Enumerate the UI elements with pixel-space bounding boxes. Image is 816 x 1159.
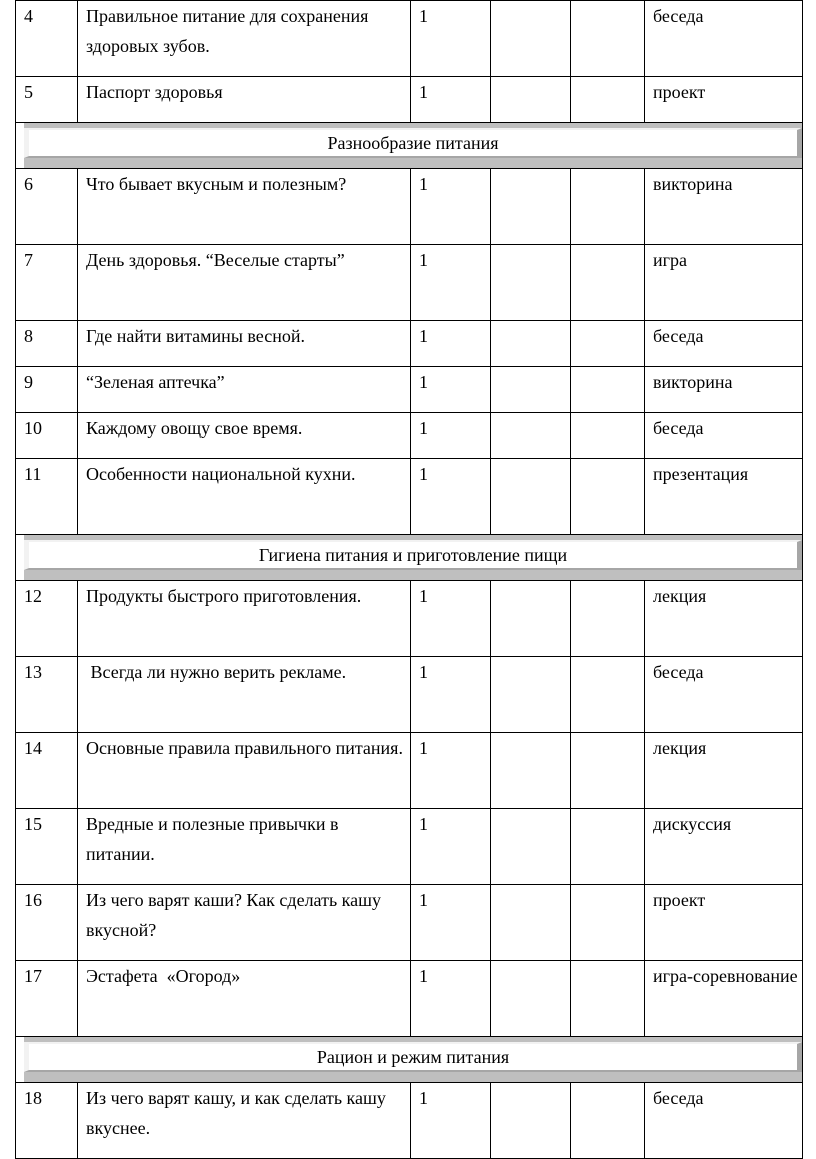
lesson-topic-cell <box>78 245 411 321</box>
lesson-number-text: 6 <box>24 174 33 194</box>
section-header-row <box>16 123 803 169</box>
lesson-form-cell <box>645 459 803 535</box>
lesson-form-text: проект <box>653 82 706 102</box>
lesson-topic-text: Из чего варят каши? Как сделать кашу вкусной? <box>86 890 386 940</box>
lesson-number-cell <box>16 961 78 1037</box>
hours-text: 1 <box>419 890 428 910</box>
lesson-topic-text: Вредные и полезные привычки в питании. <box>86 814 343 864</box>
date-plan-cell <box>491 245 571 321</box>
lesson-topic-text: Всегда ли нужно верить рекламе. <box>86 662 347 682</box>
lesson-number-text: 17 <box>24 966 42 986</box>
lesson-number-cell <box>16 413 78 459</box>
lesson-number-text: 15 <box>24 814 42 834</box>
date-plan-cell <box>491 809 571 885</box>
lesson-topic-text: Из чего варят кашу, и как сделать кашу вкуснее. <box>86 1088 391 1138</box>
lesson-number-cell <box>16 885 78 961</box>
lesson-topic-text: Продукты быстрого приготовления. <box>86 586 362 606</box>
section-title: Рацион и режим питания <box>24 1042 802 1072</box>
lesson-form-text: игра <box>653 250 688 270</box>
hours-text: 1 <box>419 6 428 26</box>
lesson-form-text: беседа <box>653 6 704 26</box>
lesson-form-cell <box>645 321 803 367</box>
lesson-form-text: проект <box>653 890 706 910</box>
date-plan-cell <box>491 459 571 535</box>
date-fact-cell <box>571 245 645 321</box>
lesson-topic-text: Где найти витамины весной. <box>86 326 305 346</box>
lesson-form-text: беседа <box>653 326 704 346</box>
hours-cell <box>411 733 491 809</box>
lesson-number-cell <box>16 321 78 367</box>
table-row <box>16 77 803 123</box>
hours-cell <box>411 581 491 657</box>
lesson-topic-cell <box>78 413 411 459</box>
table-row <box>16 1 803 77</box>
hours-text: 1 <box>419 814 428 834</box>
hours-cell <box>411 961 491 1037</box>
date-fact-cell <box>571 169 645 245</box>
date-plan-cell <box>491 1083 571 1159</box>
table-row <box>16 245 803 321</box>
table-row <box>16 1083 803 1159</box>
hours-text: 1 <box>419 662 428 682</box>
date-fact-cell <box>571 581 645 657</box>
table-row <box>16 581 803 657</box>
lesson-number-text: 12 <box>24 586 42 606</box>
lesson-number-text: 9 <box>24 372 33 392</box>
date-plan-cell <box>491 1 571 77</box>
lesson-number-text: 18 <box>24 1088 42 1108</box>
table-row <box>16 809 803 885</box>
section-header-band <box>24 535 802 580</box>
lesson-form-cell <box>645 809 803 885</box>
hours-text: 1 <box>419 1088 428 1108</box>
lesson-form-cell <box>645 581 803 657</box>
hours-cell <box>411 1083 491 1159</box>
section-header-band <box>24 1037 802 1082</box>
lesson-topic-text: Паспорт здоровья <box>86 82 223 102</box>
lesson-topic-text: “Зеленая аптечка” <box>86 372 225 392</box>
hours-text: 1 <box>419 586 428 606</box>
lesson-form-cell <box>645 367 803 413</box>
hours-cell <box>411 1 491 77</box>
lesson-topic-cell <box>78 321 411 367</box>
date-fact-cell <box>571 809 645 885</box>
lesson-number-text: 7 <box>24 250 33 270</box>
lesson-topic-cell <box>78 657 411 733</box>
date-fact-cell <box>571 961 645 1037</box>
lesson-form-cell <box>645 413 803 459</box>
lesson-topic-cell <box>78 77 411 123</box>
lesson-number-cell <box>16 657 78 733</box>
lesson-form-cell <box>645 77 803 123</box>
lesson-form-cell <box>645 1083 803 1159</box>
date-fact-cell <box>571 77 645 123</box>
section-header-band <box>24 123 802 168</box>
hours-cell <box>411 885 491 961</box>
section-title: Разнообразие питания <box>24 128 802 158</box>
lesson-number-cell <box>16 581 78 657</box>
date-plan-cell <box>491 581 571 657</box>
lesson-topic-text: Основные правила правильного питания. <box>86 738 403 758</box>
table-row <box>16 321 803 367</box>
lesson-form-text: беседа <box>653 1088 704 1108</box>
lesson-form-cell <box>645 733 803 809</box>
hours-text: 1 <box>419 464 428 484</box>
lesson-topic-text: Особенности национальной кухни. <box>86 464 356 484</box>
table-row <box>16 413 803 459</box>
lesson-topic-cell <box>78 367 411 413</box>
lesson-topic-cell <box>78 733 411 809</box>
lesson-form-text: викторина <box>653 372 733 392</box>
lesson-number-text: 13 <box>24 662 42 682</box>
lesson-form-text: викторина <box>653 174 733 194</box>
lesson-number-text: 14 <box>24 738 42 758</box>
lesson-topic-cell <box>78 1 411 77</box>
hours-text: 1 <box>419 966 428 986</box>
section-header-cell <box>16 123 803 169</box>
lesson-number-cell <box>16 245 78 321</box>
lesson-topic-cell <box>78 885 411 961</box>
table-row <box>16 459 803 535</box>
section-title: Гигиена питания и приготовление пищи <box>24 540 802 570</box>
hours-text: 1 <box>419 250 428 270</box>
lesson-topic-cell <box>78 459 411 535</box>
date-plan-cell <box>491 77 571 123</box>
table-row <box>16 367 803 413</box>
date-fact-cell <box>571 1083 645 1159</box>
lesson-number-cell <box>16 1083 78 1159</box>
lesson-number-cell <box>16 1 78 77</box>
date-plan-cell <box>491 169 571 245</box>
lesson-number-text: 10 <box>24 418 42 438</box>
lesson-number-cell <box>16 77 78 123</box>
hours-cell <box>411 169 491 245</box>
hours-text: 1 <box>419 738 428 758</box>
lesson-number-cell <box>16 459 78 535</box>
lesson-form-text: беседа <box>653 418 704 438</box>
date-plan-cell <box>491 321 571 367</box>
lesson-number-cell <box>16 367 78 413</box>
hours-cell <box>411 77 491 123</box>
hours-cell <box>411 367 491 413</box>
lesson-number-text: 16 <box>24 890 42 910</box>
lesson-number-cell <box>16 733 78 809</box>
date-plan-cell <box>491 733 571 809</box>
lesson-number-text: 8 <box>24 326 33 346</box>
hours-cell <box>411 245 491 321</box>
lesson-form-cell <box>645 961 803 1037</box>
date-plan-cell <box>491 413 571 459</box>
lesson-number-text: 5 <box>24 82 33 102</box>
date-fact-cell <box>571 367 645 413</box>
date-fact-cell <box>571 657 645 733</box>
date-plan-cell <box>491 657 571 733</box>
lesson-form-text: дискуссия <box>653 814 732 834</box>
lesson-form-text: лекция <box>653 738 707 758</box>
lesson-topic-text: Эстафета «Огород» <box>86 966 241 986</box>
table-row <box>16 885 803 961</box>
date-fact-cell <box>571 1 645 77</box>
table-row <box>16 733 803 809</box>
lesson-form-text: игра-соревнование <box>653 966 798 986</box>
lesson-topic-text: День здоровья. “Веселые старты” <box>86 250 345 270</box>
lesson-number-cell <box>16 169 78 245</box>
section-header-cell <box>16 535 803 581</box>
lesson-form-cell <box>645 885 803 961</box>
lesson-topic-cell <box>78 961 411 1037</box>
lesson-topic-cell <box>78 1083 411 1159</box>
date-fact-cell <box>571 459 645 535</box>
date-fact-cell <box>571 413 645 459</box>
hours-cell <box>411 321 491 367</box>
table-body <box>16 1 803 1159</box>
table-row <box>16 657 803 733</box>
date-fact-cell <box>571 733 645 809</box>
lesson-topic-text: Правильное питание для сохранения здоровых зубов. <box>86 6 373 56</box>
date-fact-cell <box>571 321 645 367</box>
lesson-form-cell <box>645 169 803 245</box>
date-fact-cell <box>571 885 645 961</box>
hours-text: 1 <box>419 326 428 346</box>
lesson-form-cell <box>645 1 803 77</box>
hours-cell <box>411 809 491 885</box>
lesson-topic-cell <box>78 581 411 657</box>
hours-cell <box>411 657 491 733</box>
section-header-cell <box>16 1037 803 1083</box>
hours-cell <box>411 459 491 535</box>
lesson-form-text: лекция <box>653 586 707 606</box>
date-plan-cell <box>491 367 571 413</box>
lesson-topic-text: Каждому овощу свое время. <box>86 418 303 438</box>
lesson-number-text: 4 <box>24 6 33 26</box>
lesson-form-text: презентация <box>653 464 749 484</box>
hours-cell <box>411 413 491 459</box>
lesson-topic-cell <box>78 809 411 885</box>
hours-text: 1 <box>419 372 428 392</box>
section-header-row <box>16 535 803 581</box>
table-row <box>16 961 803 1037</box>
lesson-form-text: беседа <box>653 662 704 682</box>
lesson-topic-cell <box>78 169 411 245</box>
lesson-form-cell <box>645 245 803 321</box>
table-row <box>16 169 803 245</box>
lesson-number-text: 11 <box>24 464 42 484</box>
lesson-plan-table <box>15 0 803 1159</box>
hours-text: 1 <box>419 82 428 102</box>
hours-text: 1 <box>419 174 428 194</box>
date-plan-cell <box>491 961 571 1037</box>
lesson-form-cell <box>645 657 803 733</box>
section-header-row <box>16 1037 803 1083</box>
hours-text: 1 <box>419 418 428 438</box>
date-plan-cell <box>491 885 571 961</box>
lesson-number-cell <box>16 809 78 885</box>
lesson-topic-text: Что бывает вкусным и полезным? <box>86 174 347 194</box>
